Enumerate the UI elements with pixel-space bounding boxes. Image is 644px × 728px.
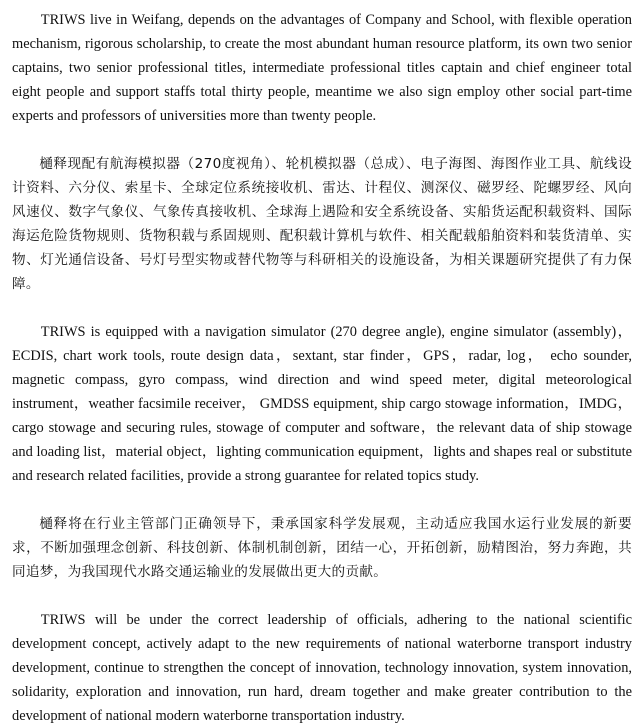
document-body (12, 8, 632, 728)
paragraph-equipment-en: TRIWS is equipped with a navigation simulator (270 degree angle), engine simulator (assembly)，ECDIS, chart work tools, route design data，sextant, star finder，GPS，radar, log， echo sounder, magnetic compass, gyro compass, wind direction and wind speed meter, digital meteorological instrument，weather facsimile receiver， GMDSS equipment, ship cargo stowage information，IMDG，cargo stowage and securing rules, stowage of computer and software，the relevant data of ship stowage and loading list，material object，lighting communication equipment，lights and shapes real or substitute and research related facilities, provide a strong guarantee for related topics study. (12, 324, 632, 484)
paragraph-spacer (12, 488, 632, 512)
paragraph-commitment-en: TRIWS will be under the correct leadership of officials, adhering to the national scientific development concept, actively adapt to the new requirements of national waterborne transport industry development, continue to strengthen the concept of innovation, technology innovation, system innovation, solidarity, exploration and innovation, run hard, dream together and make greater contribution to the development of national modern waterborne transportation industry. (12, 612, 632, 724)
paragraph-spacer (12, 584, 632, 608)
paragraph-staff-en: TRIWS live in Weifang, depends on the advantages of Company and School, with flexible operation mechanism, rigorous scholarship, to create the most abundant human resource platform, its own two senior captains, two senior professional titles, intermediate professional titles captain and chief engineer total eight people and support staffs total thirty people, meantime we also sign employ other social part-time experts and professors of universities more than twenty people. (12, 12, 632, 124)
paragraph-spacer (12, 296, 632, 320)
paragraph-equipment-zh: 樋释现配有航海模拟器（270度视角）、轮机模拟器（总成）、电子海图、海图作业工具、航线设计资料、六分仪、索星卡、全球定位系统接收机、雷达、计程仪、测深仪、磁罗经、陀螺罗经、风向风速仪、数字气象仪、气象传真接收机、全球海上遇险和安全系统设备、实船货运配积载资料、国际海运危险货物规则、货物积载与系固规则、配积载计算机与软件、相关配载船舶资料和装货清单、实物、灯光通信设备、号灯号型实物或替代物等与科研相关的设施设备，为相关课题研究提供了有力保障。 (12, 156, 632, 292)
paragraph-commitment-zh: 樋释将在行业主管部门正确领导下，秉承国家科学发展观，主动适应我国水运行业发展的新要求，不断加强理念创新、科技创新、体制机制创新，团结一心，开拓创新，励精图治，努力奔跑，共同追梦，为我国现代水路交通运输业的发展做出更大的贡献。 (12, 516, 632, 580)
paragraph-spacer (12, 128, 632, 152)
